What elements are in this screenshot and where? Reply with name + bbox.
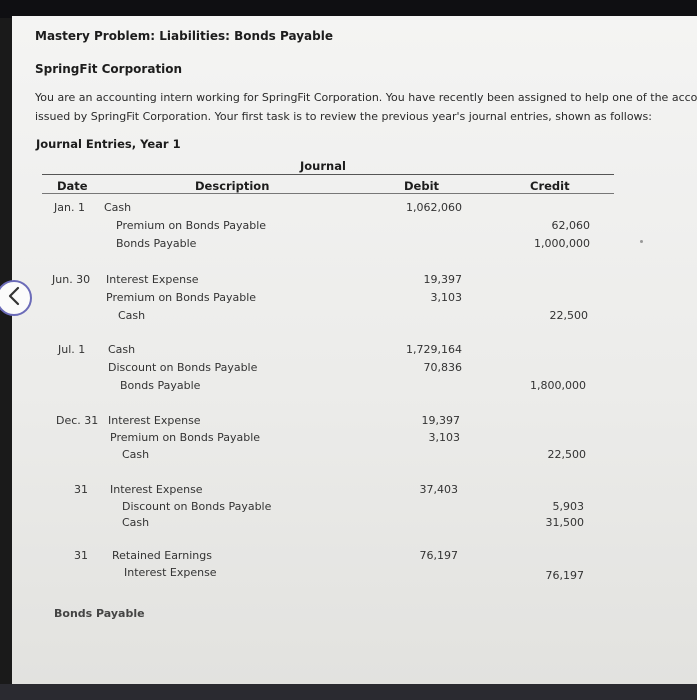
row-description: Cash (108, 343, 136, 356)
row-credit: 22,500 (547, 448, 586, 461)
row-description: Interest Expense (124, 566, 217, 579)
row-description: Retained Earnings (112, 549, 212, 562)
bottom-bezel (0, 684, 697, 700)
row-debit: 3,103 (428, 431, 460, 444)
row-date: 31 (74, 549, 88, 562)
row-credit: 22,500 (549, 309, 588, 322)
row-description: Cash (122, 448, 150, 461)
row-description: Bonds Payable (120, 379, 201, 392)
row-description: Cash (122, 516, 150, 529)
row-debit: 3,103 (430, 291, 462, 304)
header-bottom-rule (42, 193, 614, 194)
content-panel (12, 16, 697, 686)
intro-line-1: You are an accounting intern working for SpringFit Corporation. You have recently been assigned to help one of the acco (35, 91, 697, 104)
row-debit: 19,397 (423, 273, 462, 286)
row-description: Cash (118, 309, 146, 322)
intro-line-2: issued by SpringFit Corporation. Your first task is to review the previous year's journal entries, shown as follows: (35, 110, 652, 123)
column-header-description: Description (195, 179, 270, 193)
journal-heading: Journal (300, 159, 346, 173)
stray-dot (640, 240, 643, 243)
row-description: Discount on Bonds Payable (108, 361, 258, 374)
header-top-rule (42, 174, 614, 175)
row-date: Jul. 1 (58, 343, 86, 356)
row-description: Interest Expense (110, 483, 203, 496)
row-date: Dec. 31 (56, 414, 99, 427)
row-debit: 1,062,060 (406, 201, 462, 214)
row-description: Discount on Bonds Payable (122, 500, 272, 513)
row-credit: 1,000,000 (534, 237, 590, 250)
row-debit: 1,729,164 (406, 343, 462, 356)
column-header-debit: Debit (404, 179, 440, 193)
journal-section-title: Journal Entries, Year 1 (36, 137, 181, 151)
page-title: Mastery Problem: Liabilities: Bonds Payable (35, 29, 333, 43)
row-debit: 19,397 (421, 414, 460, 427)
row-date: Jun. 30 (52, 273, 91, 286)
row-description: Interest Expense (106, 273, 199, 286)
row-debit: 37,403 (419, 483, 458, 496)
row-description: Interest Expense (108, 414, 201, 427)
intro-text (35, 88, 697, 126)
bonds-payable-label: Bonds Payable (54, 607, 145, 620)
row-description: Premium on Bonds Payable (116, 219, 267, 232)
column-header-date: Date (57, 179, 88, 193)
chevron-left-icon (6, 286, 22, 310)
column-header-credit: Credit (530, 179, 570, 193)
row-date: Jan. 1 (54, 201, 85, 214)
company-name: SpringFit Corporation (35, 62, 183, 76)
row-credit: 5,903 (552, 500, 584, 513)
row-credit: 62,060 (551, 219, 590, 232)
row-credit: 76,197 (545, 569, 584, 582)
row-description: Premium on Bonds Payable (106, 291, 257, 304)
row-description: Premium on Bonds Payable (110, 431, 261, 444)
row-credit: 31,500 (545, 516, 584, 529)
row-debit: 76,197 (419, 549, 458, 562)
row-credit: 1,800,000 (530, 379, 586, 392)
row-description: Bonds Payable (116, 237, 197, 250)
row-date: 31 (74, 483, 88, 496)
row-debit: 70,836 (423, 361, 462, 374)
row-description: Cash (104, 201, 132, 214)
